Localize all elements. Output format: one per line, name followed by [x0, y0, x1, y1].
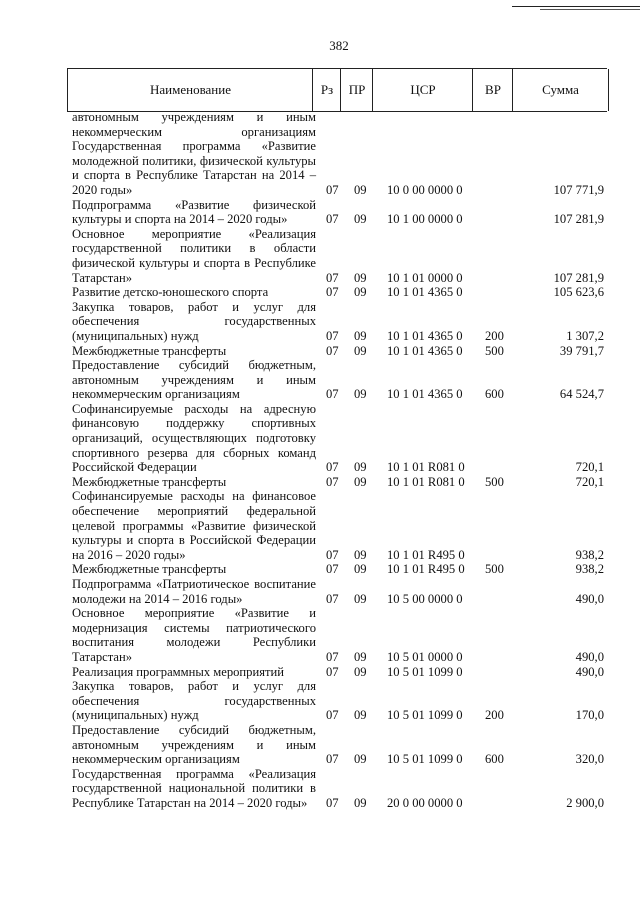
row-pr: 09 [354, 591, 367, 606]
row-pr: 09 [354, 562, 367, 577]
row-sum: 1 307,2 [566, 328, 604, 343]
row-rz: 07 [326, 664, 339, 679]
row-name: Закупка товаров, работ и услуг для обеспечения государственных (муниципальных) нужд [72, 679, 316, 723]
row-csr: 10 1 01 4365 0 [387, 328, 463, 343]
row-csr: 10 1 01 0000 0 [387, 270, 463, 285]
header-rz: Рз [312, 69, 341, 111]
row-rz: 07 [326, 343, 339, 358]
row-name: Предоставление субсидий бюджетным, автономным учреждениям и иным некоммерческим организациям [72, 722, 316, 767]
row-sum: 107 281,9 [553, 212, 604, 227]
row-sum: 490,0 [575, 664, 604, 679]
row-name: Основное мероприятие «Развитие и модернизация системы патриотического воспитания молодежи Республики Татарстан» [72, 606, 316, 664]
row-rz: 07 [326, 387, 339, 402]
row-rz: 07 [326, 474, 339, 489]
row-csr: 10 1 01 R495 0 [387, 562, 465, 577]
row-name: Развитие детско-юношеского спорта [72, 285, 269, 300]
header-pr: ПР [340, 69, 373, 111]
row-pr: 09 [354, 212, 367, 227]
row-name: Межбюджетные трансферты [72, 474, 227, 489]
header-csr: ЦСР [372, 69, 473, 111]
top-rule-secondary [540, 9, 640, 10]
table-row [72, 139, 612, 197]
row-pr: 09 [354, 387, 367, 402]
row-rz: 07 [326, 182, 339, 197]
row-sum: 320,0 [575, 752, 604, 767]
row-vr: 200 [485, 328, 504, 343]
page-number: 382 [329, 38, 349, 53]
row-csr: 10 1 01 R081 0 [387, 460, 465, 475]
table-row [72, 723, 612, 767]
row-sum: 105 623,6 [553, 285, 604, 300]
row-sum: 490,0 [575, 649, 604, 664]
row-sum: 39 791,7 [559, 343, 604, 358]
row-csr: 10 1 01 4365 0 [387, 387, 463, 402]
table-row [72, 679, 612, 723]
row-pr: 09 [354, 795, 367, 810]
row-rz: 07 [326, 285, 339, 300]
row-rz: 07 [326, 591, 339, 606]
table-row [72, 665, 612, 680]
row-rz: 07 [326, 752, 339, 767]
header-vr: ВР [472, 69, 513, 111]
row-name: Закупка товаров, работ и услуг для обеспечения государственных (муниципальных) нужд [72, 299, 316, 343]
row-vr: 600 [485, 387, 504, 402]
table-row [72, 562, 612, 577]
table-body [72, 110, 612, 811]
row-name: Подпрограмма «Патриотическое воспитание молодежи на 2014 – 2016 годы» [72, 577, 316, 606]
row-rz: 07 [326, 460, 339, 475]
row-name: автономным учреждениям и иным некоммерческим организациям [72, 110, 316, 139]
table-row [72, 198, 612, 227]
row-rz: 07 [326, 270, 339, 285]
row-pr: 09 [354, 285, 367, 300]
row-pr: 09 [354, 474, 367, 489]
row-sum: 938,2 [575, 547, 604, 562]
row-rz: 07 [326, 212, 339, 227]
row-rz: 07 [326, 649, 339, 664]
row-vr: 500 [485, 343, 504, 358]
row-csr: 10 5 01 1099 0 [387, 708, 463, 723]
row-name: Предоставление субсидий бюджетным, автономным учреждениям и иным некоммерческим организациям [72, 358, 316, 402]
row-sum: 107 281,9 [553, 270, 604, 285]
table-row [72, 606, 612, 664]
row-rz: 07 [326, 562, 339, 577]
table-row [72, 489, 612, 562]
row-name: Государственная программа «Развитие молодежной политики, физической культуры и спорта в Республике Татарстан на 2014 – 2020 годы» [72, 139, 316, 197]
row-vr: 500 [485, 474, 504, 489]
row-rz: 07 [326, 708, 339, 723]
row-csr: 10 5 01 1099 0 [387, 664, 463, 679]
row-csr: 10 5 01 1099 0 [387, 752, 463, 767]
row-pr: 09 [354, 270, 367, 285]
row-name: Межбюджетные трансферты [72, 343, 227, 358]
row-name: Межбюджетные трансферты [72, 562, 227, 577]
table-row [72, 402, 612, 475]
row-vr: 200 [485, 708, 504, 723]
row-csr: 10 0 00 0000 0 [387, 182, 463, 197]
row-rz: 07 [326, 328, 339, 343]
table-header [67, 68, 607, 112]
row-rz: 07 [326, 547, 339, 562]
row-name: Реализация программных мероприятий [72, 664, 284, 679]
header-sum: Сумма [512, 69, 609, 111]
row-pr: 09 [354, 343, 367, 358]
row-name: Основное мероприятие «Реализация государственной политики в области физической культуры и спорта в Республике Татарстан» [72, 226, 316, 285]
row-csr: 10 1 01 4365 0 [387, 285, 463, 300]
row-sum: 938,2 [575, 562, 604, 577]
row-name: Софинансируемые расходы на адресную финансовую поддержку спортивных организаций, осуществляющих подготовку спортивного резерва для сборных команд Российской Федерации [72, 401, 316, 475]
row-csr: 10 5 01 0000 0 [387, 649, 463, 664]
row-pr: 09 [354, 547, 367, 562]
row-sum: 170,0 [575, 708, 604, 723]
row-pr: 09 [354, 460, 367, 475]
table-row [72, 300, 612, 344]
row-csr: 10 1 00 0000 0 [387, 212, 463, 227]
table-row [72, 767, 612, 811]
row-csr: 10 5 00 0000 0 [387, 591, 463, 606]
row-sum: 107 771,9 [553, 182, 604, 197]
table-row [72, 227, 612, 285]
row-sum: 2 900,0 [566, 795, 604, 810]
table-row [72, 285, 612, 300]
row-sum: 720,1 [575, 460, 604, 475]
top-rule [512, 6, 640, 7]
row-csr: 10 1 01 R495 0 [387, 547, 465, 562]
table-row [72, 344, 612, 359]
row-csr: 10 1 01 4365 0 [387, 343, 463, 358]
row-pr: 09 [354, 182, 367, 197]
row-vr: 500 [485, 562, 504, 577]
row-sum: 490,0 [575, 591, 604, 606]
row-csr: 20 0 00 0000 0 [387, 795, 463, 810]
row-name: Подпрограмма «Развитие физической культуры и спорта на 2014 – 2020 годы» [72, 197, 316, 227]
table-row [72, 475, 612, 490]
row-csr: 10 1 01 R081 0 [387, 474, 465, 489]
row-pr: 09 [354, 708, 367, 723]
header-name: Наименование [67, 69, 313, 111]
row-sum: 720,1 [575, 474, 604, 489]
table-row [72, 110, 612, 139]
row-pr: 09 [354, 328, 367, 343]
row-vr: 600 [485, 752, 504, 767]
row-pr: 09 [354, 649, 367, 664]
row-name: Государственная программа «Реализация государственной национальной политики в Республике Татарстан на 2014 – 2020 годы» [72, 766, 316, 810]
row-pr: 09 [354, 752, 367, 767]
row-sum: 64 524,7 [559, 387, 604, 402]
table-row [72, 577, 612, 606]
row-rz: 07 [326, 795, 339, 810]
row-name: Софинансируемые расходы на финансовое обеспечение мероприятий федеральной целевой программы «Развитие физической культуры и спорта в Российской Федерации на 2016 – 2020 годы» [72, 489, 316, 562]
row-pr: 09 [354, 664, 367, 679]
table-row [72, 358, 612, 402]
